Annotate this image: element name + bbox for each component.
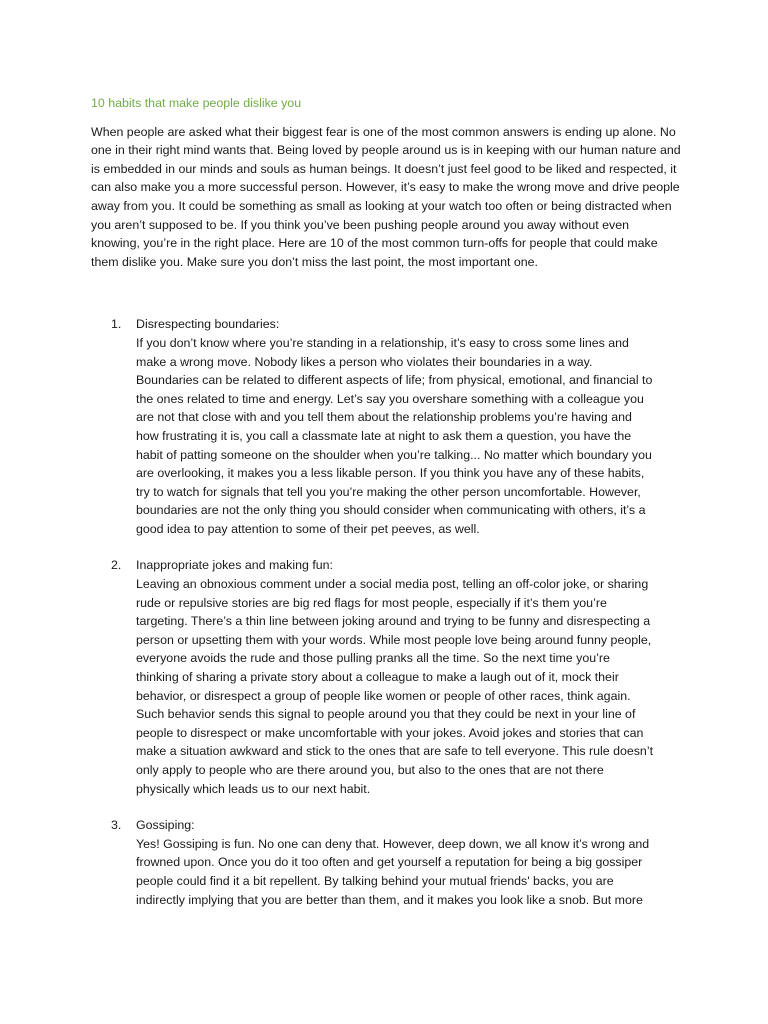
item-body: Leaving an obnoxious comment under a social media post, telling an off-color joke, or sharing rude or repulsive stories are big red flags for most people, especially if it’s them you’re targeting. There’s a thin line between joking around and trying to be funny and disrespecting a person or upsetting them with your words. While most people love being around funny people, everyone avoids the rude and those pulling pranks all the time. So the next time you’re thinking of sharing a private story about a colleague to make a laugh out of it, mock their behavior, or disrespect a group of people like women or people of other races, think again. Such behavior sends this signal to people around you that they could be next in your line of people to disrespect or make uncomfortable with your jokes. Avoid jokes and stories that can make a situation awkward and stick to the ones that are safe to tell everyone. This rule doesn’t only apply to people who are there around you, but also to the ones that are not there physically which leads us to our next habit. [136, 577, 654, 796]
list-item [91, 816, 688, 909]
item-number: 1. [111, 317, 122, 332]
item-number: 3. [111, 818, 122, 833]
document-title: 10 habits that make people dislike you [91, 96, 302, 110]
habits-list [91, 315, 688, 909]
item-body: Yes! Gossiping is fun. No one can deny that. However, deep down, we all know it’s wrong and frowned upon. Once you do it too often and get yourself a reputation for being a big gossiper people could find it a bit repellent. By talking behind your mutual friends' backs, you are indirectly implying that you are better than them, and it makes you look like a snob. But more [136, 836, 650, 907]
item-number: 2. [111, 558, 122, 573]
item-heading: Disrespecting boundaries: [136, 317, 280, 332]
item-heading: Inappropriate jokes and making fun: [136, 558, 333, 573]
item-heading: Gossiping: [136, 818, 195, 833]
list-item [91, 315, 688, 538]
item-body: If you don’t know where you’re standing in a relationship, it’s easy to cross some lines and make a wrong move. Nobody likes a person who violates their boundaries in a way. Boundaries can be related to different aspects of life; from physical, emotional, and financial to the ones related to time and energy. Let’s say you overshare something with a colleague you are not that close with and you tell them about the relationship problems you’re having and how frustrating it is, you call a classmate late at night to ask them a question, you have the habit of patting someone on the shoulder when you’re talking... No matter which boundary you are overlooking, it makes you a less likable person. If you think you have any of these habits, try to watch for signals that tell you you’re making the other person uncomfortable. However, boundaries are not the only thing you should consider when communicating with others, it’s a good idea to pay attention to some of their pet peeves, as well. [136, 335, 653, 536]
list-item [91, 556, 688, 798]
intro-paragraph: When people are asked what their biggest fear is one of the most common answers is ending up alone. No one in their right mind wants that. Being loved by people around us is in keeping with our human nature and is embedded in our minds and souls as human beings. It doesn’t just feel good to be liked and respected, it can also make you a more successful person. However, it’s easy to make the wrong move and drive people away from you. It could be something as small as looking at your watch too often or being distracted when you aren’t supposed to be. If you think you’ve been pushing people around you away without even knowing, you’re in the right place. Here are 10 of the most common turn-offs for people that could make them dislike you. Make sure you don’t miss the last point, the most important one. [91, 124, 681, 269]
